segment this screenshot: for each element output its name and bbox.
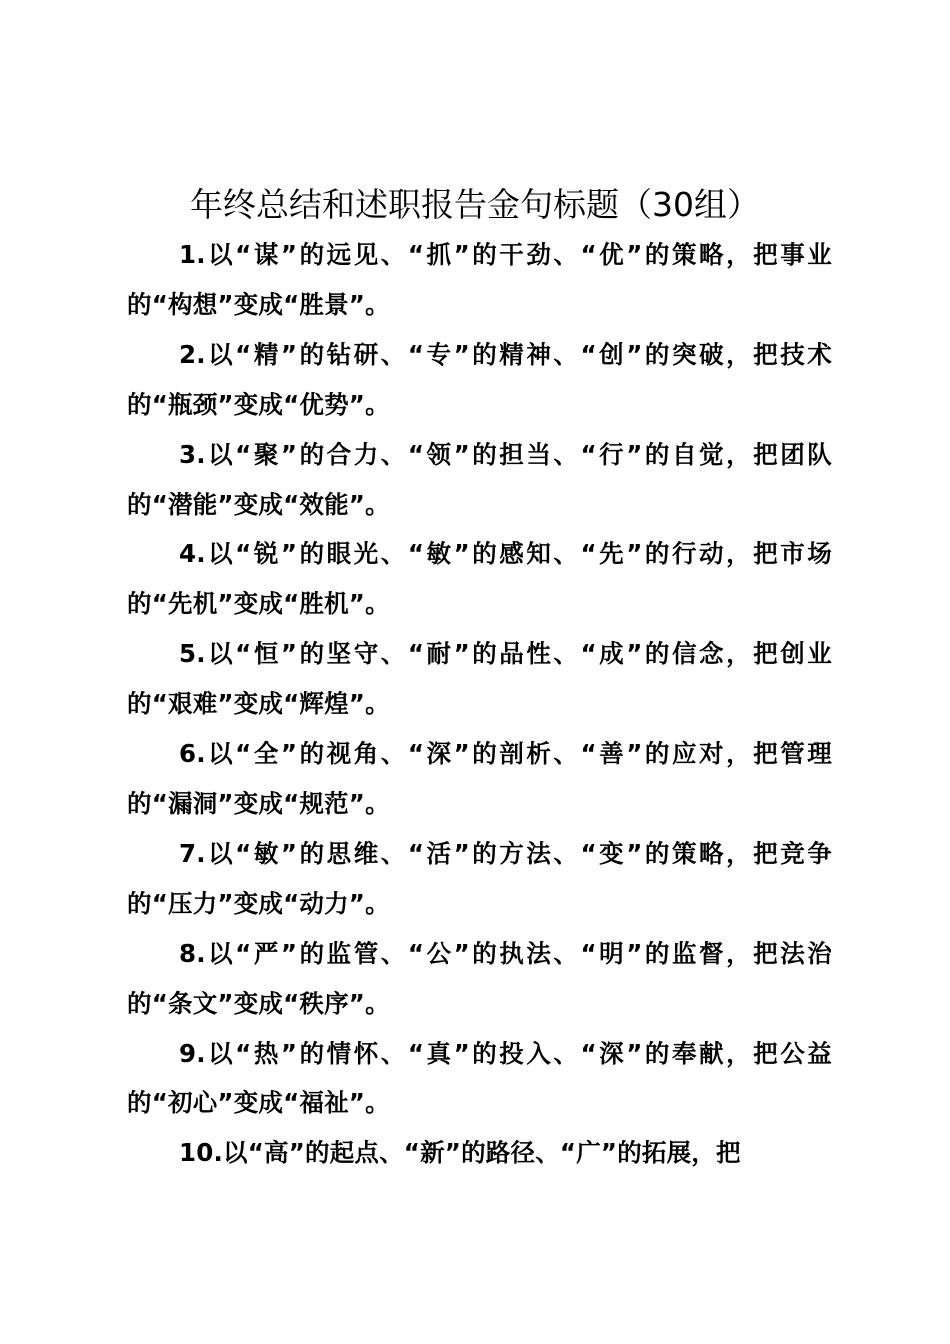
list-item: 3.以“聚”的合力、“领”的担当、“行”的自觉，把团队的“潜能”变成“效能”。 — [127, 439, 832, 519]
list-item: 8.以“严”的监管、“公”的执法、“明”的监督，把法治的“条文”变成“秩序”。 — [127, 938, 832, 1018]
list-item: 9.以“热”的情怀、“真”的投入、“深”的奉献，把公益的“初心”变成“福祉”。 — [127, 1038, 832, 1118]
list-item: 6.以“全”的视角、“深”的剖析、“善”的应对，把管理的“漏洞”变成“规范”。 — [127, 739, 832, 818]
list-item: 1.以“谋”的远见、“抓”的干劲、“优”的策略，把事业的“构想”变成“胜景”。 — [127, 240, 832, 319]
slogan-list — [127, 230, 832, 1178]
list-item: 5.以“恒”的坚守、“耐”的品性、“成”的信念，把创业的“艰难”变成“辉煌”。 — [127, 639, 832, 719]
list-item: 4.以“锐”的眼光、“敏”的感知、“先”的行动，把市场的“先机”变成“胜机”。 — [127, 539, 832, 619]
list-item: 2.以“精”的钻研、“专”的精神、“创”的突破，把技术的“瓶颈”变成“优势”。 — [127, 339, 832, 419]
list-item: 10.以“高”的起点、“新”的路径、“广”的拓展，把 — [179, 1138, 741, 1168]
list-item: 7.以“敏”的思维、“活”的方法、“变”的策略，把竞争的“压力”变成“动力”。 — [127, 838, 832, 918]
page-title: 年终总结和述职报告金句标题（30组） — [190, 185, 760, 224]
